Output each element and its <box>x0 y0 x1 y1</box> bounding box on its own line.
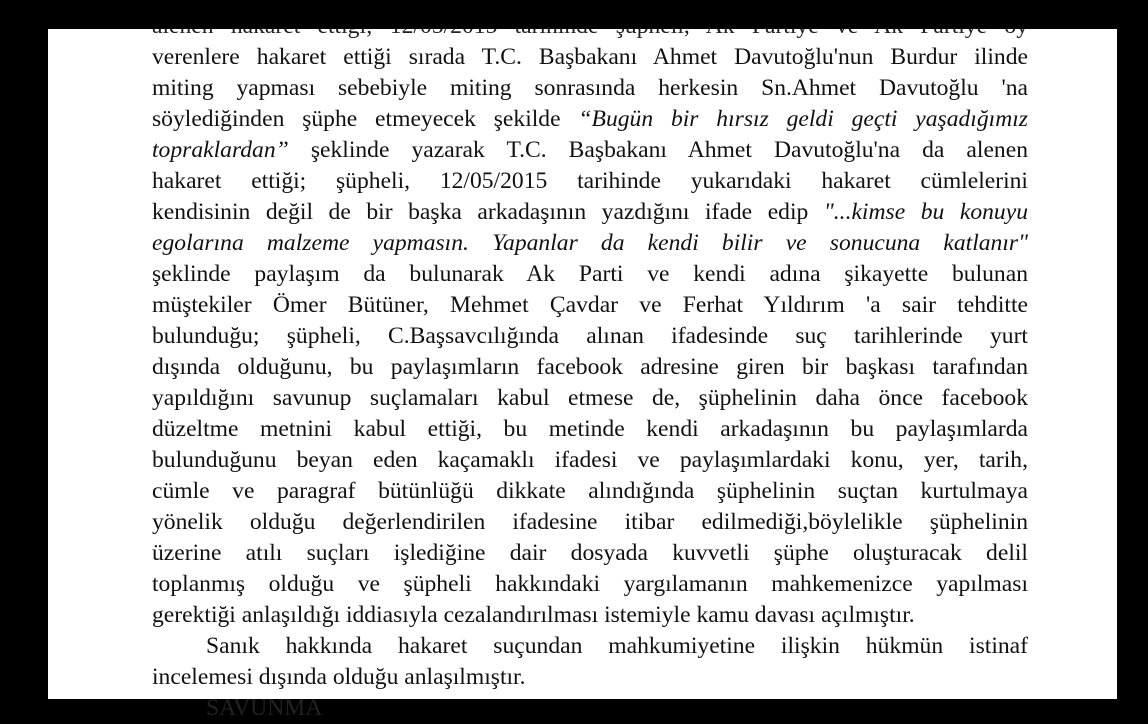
paragraph-line: düzeltme metnini kabul ettiği, bu metinde kendi arkadaşının bu paylaşımlarda <box>152 416 1028 442</box>
paragraph-line <box>152 228 1028 259</box>
quote-text: egolarına malzeme yapmasın. Yapanlar da kendi bilir ve sonucuna katlanır" <box>152 230 1028 256</box>
quote-text: "...kimse bu konuyu <box>823 199 1028 225</box>
paragraph-line: miting yapması sebebiyle miting sonrasında herkesin Sn.Ahmet Davutoğlu 'na <box>152 75 1028 101</box>
paragraph-line: hakaret ettiği; şüpheli, 12/05/2015 tarihinde yukarıdaki hakaret cümlelerini <box>152 168 1028 194</box>
paragraph-line: verenlere hakaret ettiği sırada T.C. Başbakanı Ahmet Davutoğlu'nun Burdur ilinde <box>152 44 1028 70</box>
paragraph-line: toplanmış olduğu ve şüpheli hakkındaki yargılamanın mahkemenizce yapılması <box>152 571 1028 597</box>
paragraph-line: şeklinde paylaşım da bulunarak Ak Parti ve kendi adına şikayette bulunan <box>152 261 1028 287</box>
line-text: kendisinin değil de bir başka arkadaşının yazdığını ifade edip <box>152 199 824 225</box>
line-text: şeklinde yazarak T.C. Başbakanı Ahmet Davutoğlu'na da alenen <box>288 137 1028 163</box>
paragraph-line: yapıldığını savunup suçlamaları kabul etmese de, şüphelinin daha önce facebook <box>152 385 1028 411</box>
paragraph-line: yönelik olduğu değerlendirilen ifadesine itibar edilmediği,böylelikle şüphelinin <box>152 509 1028 535</box>
paragraph-line: cümle ve paragraf bütünlüğü dikkate alındığında şüphelinin suçtan kurtulmaya <box>152 478 1028 504</box>
paragraph-line: dışında olduğunu, bu paylaşımların facebook adresine giren bir başkası tarafından <box>152 354 1028 380</box>
document-page <box>48 0 1117 721</box>
quote-text: “Bugün bir hırsız geldi geçti yaşadığımız <box>578 106 1028 132</box>
paragraph-line: gerektiği anlaşıldığı iddiasıyla cezalandırılması istemiyle kamu davası açılmıştır. <box>152 602 915 628</box>
paragraph-line <box>152 104 1028 135</box>
paragraph-line <box>152 135 1028 166</box>
paragraph-line: bulunduğunu beyan eden kaçamaklı ifadesi ve paylaşımlardaki konu, yer, tarih, <box>152 447 1028 473</box>
line-text: söylediğinden şüphe etmeyecek şekilde <box>152 106 579 132</box>
paragraph-line: bulunduğu; şüpheli, C.Başsavcılığında alınan ifadesinde suç tarihlerinde yurt <box>152 323 1028 349</box>
paragraph-line: incelemesi dışında olduğu anlaşılmıştır. <box>152 664 526 690</box>
quote-text: topraklardan” <box>152 137 289 163</box>
top-black-bar <box>0 0 1148 29</box>
paragraph-line: Sanık hakkında hakaret suçundan mahkumiyetine ilişkin hükmün istinaf <box>206 633 1028 659</box>
partial-bottom-heading: SAVUNMA <box>206 695 323 721</box>
document-text <box>152 11 1028 724</box>
paragraph-line: üzerine atılı suçları işlediğine dair dosyada kuvvetli şüphe oluşturacak delil <box>152 540 1028 566</box>
paragraph-line: müştekiler Ömer Bütüner, Mehmet Çavdar ve Ferhat Yıldırım 'a sair tehditte <box>152 292 1028 318</box>
paragraph-line <box>152 197 1028 228</box>
